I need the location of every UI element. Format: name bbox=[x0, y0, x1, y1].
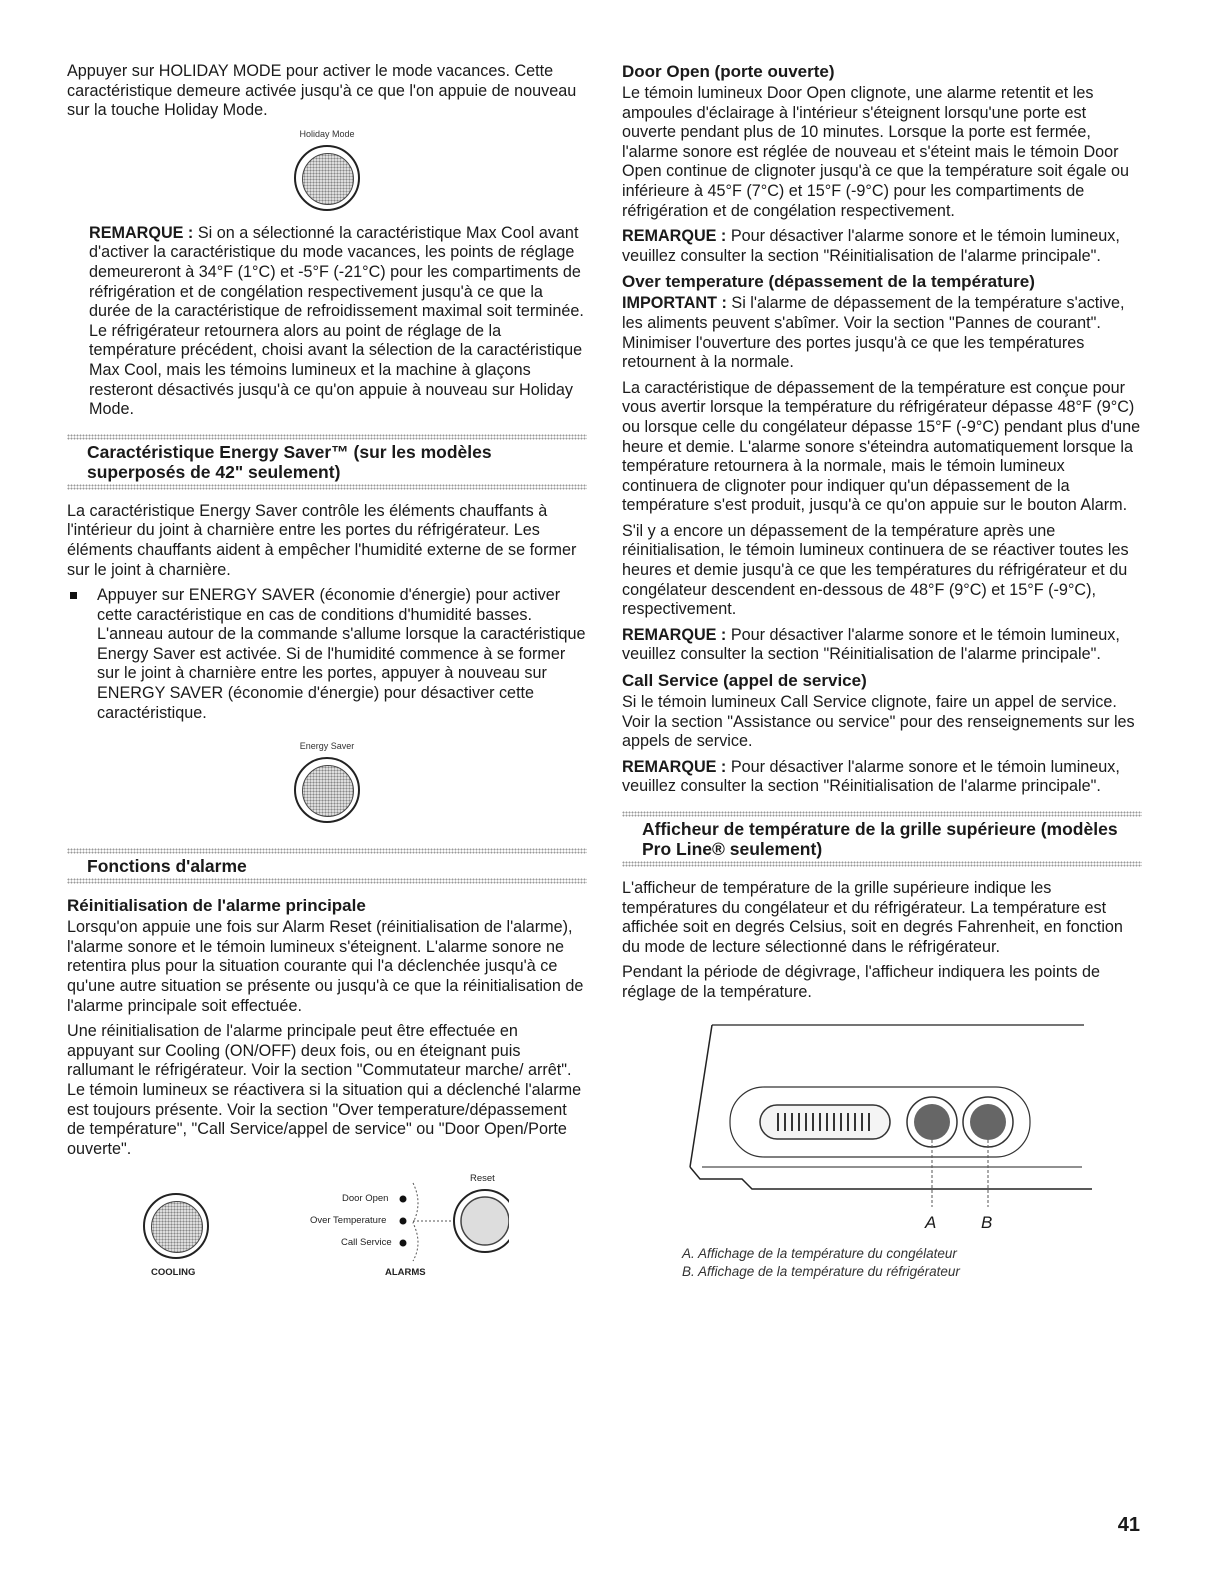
alarms-label: ALARMS bbox=[385, 1267, 426, 1279]
grill-paragraph-1: L'afficheur de température de la grille supérieure indique les températures du congélateur et du réfrigérateur. La température est affichée soit en degrés Celsius, soit en degrés Fahrenheit, en fonction du mode de lecture sélectionné dans le réfrigérateur. bbox=[622, 879, 1123, 956]
holiday-paragraph: Appuyer sur HOLIDAY MODE pour activer le mode vacances. Cette caractéristique demeure activée jusqu'à ce que l'on appuie de nouveau sur la touche Holiday Mode. bbox=[67, 62, 577, 120]
call-service-heading: Call Service (appel de service) bbox=[622, 671, 867, 691]
grill-display-illustration bbox=[682, 1017, 1152, 1217]
door-open-label: Door Open bbox=[342, 1193, 389, 1205]
door-open-note: REMARQUE : Pour désactiver l'alarme sonore et le témoin lumineux, veuillez consulter la section "Réinitialisation de l'alarme principale". bbox=[622, 227, 1120, 265]
over-temperature-paragraph-2: S'il y a encore un dépassement de la température après une réinitialisation, le témoin lumineux continuera de se réactiver toutes les heures et demie jusqu'à ce que les températures du réfrigérateur et du congélateur descendent en-dessous de 48°F (9°C) et 15°F (-9°C), respectivement. bbox=[622, 521, 1129, 619]
energy-saver-heading: Caractéristique Energy Saver™ (sur les modèles superposés de 42" seulement) bbox=[87, 441, 492, 482]
caption-a: A. Affichage de la température du congélateur bbox=[682, 1245, 957, 1261]
holiday-mode-caption: Holiday Mode bbox=[299, 128, 355, 139]
holiday-mode-control bbox=[67, 129, 587, 216]
energy-saver-paragraph: La caractéristique Energy Saver contrôle les éléments chauffants à l'intérieur du joint à charnière entre les portes du réfrigérateur. Les éléments chauffants aident à empêcher l'humidité externe de se former sur le joint à charnière. bbox=[67, 501, 577, 579]
cooling-label: COOLING bbox=[151, 1267, 196, 1279]
over-temperature-important: IMPORTANT : Si l'alarme de dépassement de la température s'active, les aliments peuvent s'abîmer. Voir la section "Pannes de courant". Minimiser l'ouverture des portes jusqu'à ce que les températures retournent à la normale. bbox=[622, 294, 1125, 372]
label-b: B bbox=[981, 1212, 993, 1232]
energy-saver-control bbox=[67, 741, 587, 828]
over-temperature-heading: Over temperature (dépassement de la température) bbox=[622, 272, 1035, 292]
energy-saver-bullet: Appuyer sur ENERGY SAVER (économie d'énergie) pour activer cette caractéristique en cas de conditions d'humidité basses. L'anneau autour de la commande s'allume lorsque la caractéristique Energy Saver est activée. Si de l'humidité commence à se former sur le joint à charnière entre les portes, appuyer à nouveau sur ENERGY SAVER (économie d'énergie) pour désactiver cette caractéristique. bbox=[67, 586, 587, 723]
alarm-heading: Fonctions d'alarme bbox=[87, 856, 247, 877]
reset-paragraph-1: Lorsqu'on appuie une fois sur Alarm Reset (réinitialisation de l'alarme), l'alarme sonore et le témoin lumineux s'éteignent. L'alarme sonore ne retentira plus pour la situation courante qui l'a déclenchée jusqu'à ce qu'une autre situation se présente ou jusqu'à ce que la réinitialisation de l'alarme principale soit effectuée. bbox=[67, 918, 584, 1015]
label-a: A bbox=[925, 1212, 937, 1232]
over-temperature-label: Over Temperature bbox=[310, 1215, 387, 1227]
door-open-heading: Door Open (porte ouverte) bbox=[622, 62, 835, 81]
grill-section-header bbox=[622, 811, 1142, 867]
reset-heading: Réinitialisation de l'alarme principale bbox=[67, 896, 366, 916]
caption-b: B. Affichage de la température du réfrigérateur bbox=[682, 1263, 960, 1279]
reset-label: Reset bbox=[470, 1173, 495, 1185]
grill-paragraph-2: Pendant la période de dégivrage, l'afficheur indiquera les points de réglage de la température. bbox=[622, 963, 1100, 1001]
energy-saver-list bbox=[67, 586, 587, 723]
energy-saver-section-header bbox=[67, 434, 587, 490]
page-number: 41 bbox=[1117, 1514, 1140, 1536]
reset-paragraph-2: Une réinitialisation de l'alarme principale peut être effectuée en appuyant sur Cooling (ON/OFF) deux fois, ou en éteignant puis rallumant le réfrigérateur. Voir la section "Commutateur marche/ arrêt". Le témoin lumineux se réactivera si la situation qui a déclenché l'alarme est toujours présente. Voir la section "Over temperature/dépassement de température", "Call Service/appel de service" ou "Door Open/Porte ouverte". bbox=[67, 1022, 582, 1158]
door-open-paragraph: Le témoin lumineux Door Open clignote, une alarme retentit et les ampoules d'éclairage à l'intérieur s'éteignent lorsqu'une porte est ouverte pendant plus de 10 minutes. Lorsque la porte est fermée, l'alarme sonore est réglée de nouveau et s'éteint mais le témoin Door Open continue de clignoter jusqu'à ce que la température soit égale ou inférieure à 45°F (7°C) et 15°F (-9°C) pour les compartiments de réfrigération et de congélation respectivement. bbox=[622, 84, 1130, 220]
left-column bbox=[67, 62, 587, 1283]
grill-heading: Afficheur de température de la grille supérieure (modèles Pro Line® seulement) bbox=[642, 819, 1118, 859]
holiday-note: REMARQUE : Si on a sélectionné la caractéristique Max Cool avant d'activer la caractéristique du mode vacances, les points de réglage demeureront à 34°F (1°C) et -5°F (-21°C) pour les compartiments de réfrigération et de congélation respectivement jusqu'à ce que la durée de la caractéristique de refroidissement maximal soit terminée. Le réfrigérateur retournera alors au point de réglage de la température précédent, choisi avant la sélection de la caractéristique Max Cool, mais les témoins lumineux et la machine à glaçons resteront désactivés jusqu'à ce qu'on appuie à nouveau sur Holiday Mode. bbox=[89, 223, 584, 419]
energy-saver-button-icon bbox=[294, 757, 360, 823]
call-service-note: REMARQUE : Pour désactiver l'alarme sonore et le témoin lumineux, veuillez consulter la section "Réinitialisation de l'alarme principale". bbox=[622, 757, 1120, 796]
alarm-section-header bbox=[67, 848, 587, 884]
over-temperature-note: REMARQUE : Pour désactiver l'alarme sonore et le témoin lumineux, veuillez consulter la section "Réinitialisation de l'alarme principale". bbox=[622, 625, 1120, 664]
alarm-indicators-graphic bbox=[399, 1173, 509, 1263]
call-service-label: Call Service bbox=[341, 1237, 392, 1249]
alarm-panel-figure bbox=[67, 1173, 587, 1283]
call-service-paragraph: Si le témoin lumineux Call Service clignote, faire un appel de service. Voir la section "Assistance ou service" pour des renseignements sur les appels de service. bbox=[622, 693, 1135, 751]
over-temperature-paragraph-1: La caractéristique de dépassement de la température est conçue pour vous avertir lorsque la température du réfrigérateur dépasse 48°F (9°C) ou lorsque celle du congélateur dépasse 15°F (-9°C) pendant plus d'une heure et demie. L'alarme sonore s'éteindra automatiquement lorsque la température retournera à la normale, mais le témoin lumineux continuera de clignoter pour indiquer qu'un dépassement de la température s'est produit, jusqu'à ce qu'on appuie sur le bouton Alarm. bbox=[622, 378, 1141, 515]
energy-saver-caption: Energy Saver bbox=[299, 741, 355, 752]
grill-display-figure bbox=[622, 1017, 1142, 1297]
holiday-mode-button-icon bbox=[294, 145, 360, 211]
right-column bbox=[622, 62, 1142, 1297]
cooling-button-icon bbox=[143, 1193, 209, 1259]
